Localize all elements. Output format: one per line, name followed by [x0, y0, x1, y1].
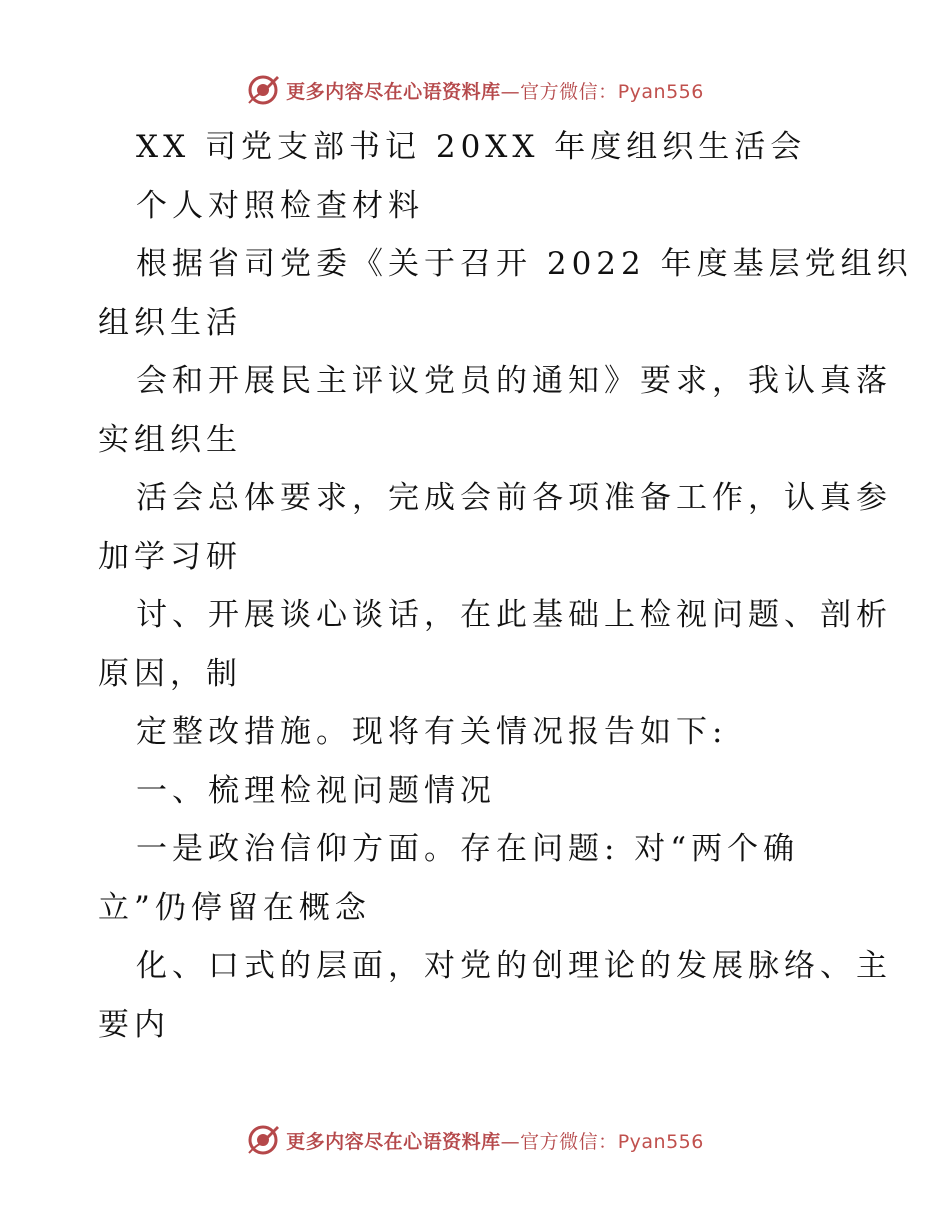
document-line: 要内 — [98, 1006, 170, 1043]
document-line: 一是政治信仰方面。存在问题: 对“两个确 — [136, 831, 800, 867]
footer-watermark — [0, 1120, 950, 1160]
document-line: 化、口式的层面，对党的创理论的发展脉络、主 — [136, 948, 892, 984]
watermark-wechat-id: Pyan556 — [617, 80, 704, 103]
document-line: 根据省司党委《关于召开 2022 年度基层党组织 — [136, 246, 913, 282]
pen-circle-logo-icon — [246, 73, 280, 107]
document-line: XX 司党支部书记 20XX 年度组织生活会 — [136, 129, 807, 165]
document-body — [98, 124, 913, 1060]
watermark-separator: — — [500, 1130, 521, 1153]
document-line: 组织生活 — [98, 304, 242, 341]
document-line: 实组织生 — [98, 421, 242, 458]
document-line: 活会总体要求，完成会前各项准备工作，认真参 — [136, 480, 892, 516]
watermark-separator: — — [500, 80, 521, 103]
document-line: 个人对照检查材料 — [136, 187, 424, 224]
document-line: 讨、开展谈心谈话，在此基础上检视问题、剖析 — [136, 597, 892, 633]
watermark-wechat-label: 官方微信： — [520, 80, 618, 103]
header-watermark — [0, 70, 950, 110]
document-line: 立”仍停留在概念 — [98, 889, 371, 926]
document-line: 加学习研 — [98, 538, 242, 575]
pen-circle-logo-icon — [246, 1123, 280, 1157]
watermark-wechat-label: 官方微信： — [520, 1130, 618, 1153]
document-line: 一、梳理检视问题情况 — [136, 772, 496, 809]
document-line: 原因，制 — [98, 655, 242, 692]
watermark-brand: 更多内容尽在心语资料库 — [286, 80, 501, 103]
document-line: 会和开展民主评议党员的通知》要求，我认真落 — [136, 363, 892, 399]
watermark-brand: 更多内容尽在心语资料库 — [286, 1130, 501, 1153]
document-line: 定整改措施。现将有关情况报告如下: — [136, 714, 728, 750]
watermark-wechat-id: Pyan556 — [617, 1130, 704, 1153]
